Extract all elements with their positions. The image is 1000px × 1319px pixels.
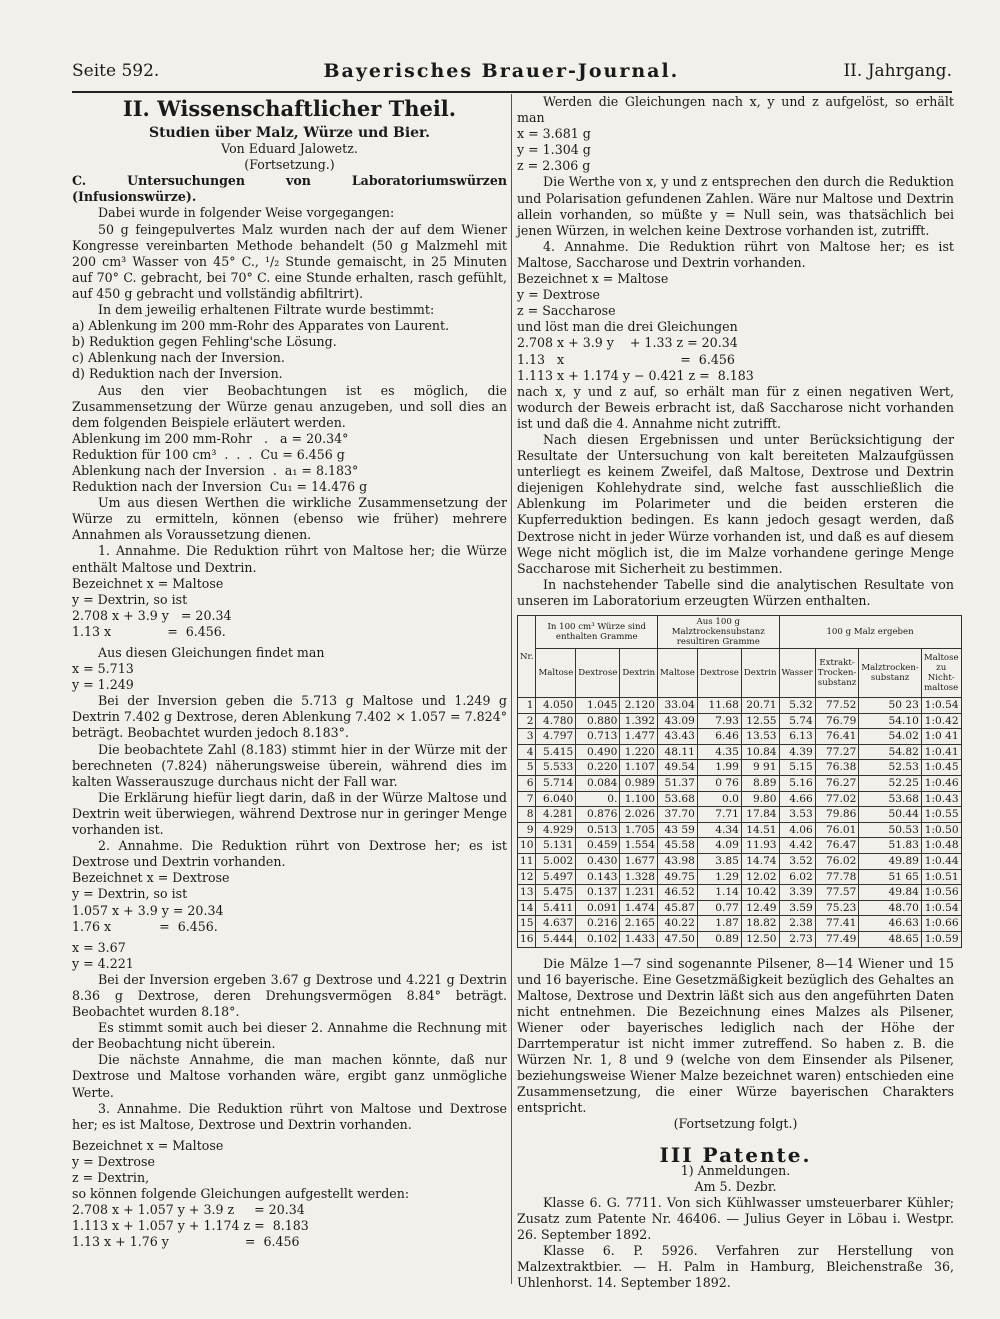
- table-cell: 54.02: [859, 729, 921, 745]
- table-cell: 49.54: [658, 760, 698, 776]
- right-column-bottom: [517, 956, 954, 1292]
- table-cell: 2.026: [620, 807, 658, 823]
- table-cell: 79.86: [815, 807, 859, 823]
- table-cell: 1.705: [620, 822, 658, 838]
- table-row: [518, 900, 962, 916]
- equation-line: 2.708 x + 1.057 y + 3.9 z = 20.34: [72, 1202, 305, 1218]
- table-cell: 4.34: [697, 822, 741, 838]
- table-cell: 1:0.42: [921, 713, 961, 729]
- table-cell: 4: [518, 744, 536, 760]
- table-cell: 0.: [576, 791, 620, 807]
- equation-line: 1.113 x + 1.057 y + 1.174 z = 8.183: [72, 1218, 309, 1234]
- table-cell: 6.040: [536, 791, 576, 807]
- table-cell: 5.16: [779, 775, 815, 791]
- table-cell: 54.82: [859, 744, 921, 760]
- table-header-cell: Dextrin: [620, 649, 658, 698]
- table-cell: 77.02: [815, 791, 859, 807]
- table-cell: 45.58: [658, 838, 698, 854]
- table-cell: 3.53: [779, 807, 815, 823]
- table-cell: 37.70: [658, 807, 698, 823]
- table-header-cell: Maltose: [536, 649, 576, 698]
- table-cell: 43 59: [658, 822, 698, 838]
- table-cell: 0.713: [576, 729, 620, 745]
- table-cell: 15: [518, 916, 536, 932]
- text-line: b) Reduktion gegen Fehling'sche Lösung.: [72, 334, 337, 350]
- equation-line: z = Saccharose: [517, 303, 616, 319]
- paragraph: Die beobachtete Zahl (8.183) stimmt hier in der Würze mit der berechneten (7.824) näherungsweise überein, während dies im kalten Wasserauszuge durchaus nicht der Fall war.: [72, 741, 507, 789]
- table-cell: 0.89: [697, 931, 741, 947]
- table-cell: 0.77: [697, 900, 741, 916]
- table-cell: 5.002: [536, 853, 576, 869]
- equation-line: 1.113 x + 1.174 y − 0.421 z = 8.183: [517, 367, 754, 383]
- table-cell: 40.22: [658, 916, 698, 932]
- table-cell: 4.39: [779, 744, 815, 760]
- table-cell: 3: [518, 729, 536, 745]
- table-cell: 5.444: [536, 931, 576, 947]
- table-cell: 1:0.50: [921, 822, 961, 838]
- paragraph: 4. Annahme. Die Reduktion rührt von Maltose her; es ist Maltose, Saccharose und Dextrin vorhanden.: [517, 238, 954, 270]
- table-cell: 13: [518, 885, 536, 901]
- table-cell: 0.989: [620, 775, 658, 791]
- table-cell: 0.143: [576, 869, 620, 885]
- table-cell: 77.49: [815, 931, 859, 947]
- table-cell: 48.65: [859, 931, 921, 947]
- paragraph: Es stimmt somit auch bei dieser 2. Annahme die Rechnung mit der Beobachtung nicht überein.: [72, 1020, 507, 1052]
- table-cell: 12.50: [741, 931, 779, 947]
- table-header-cell: In 100 cm³ Würze sind enthalten Gramme: [536, 616, 658, 649]
- table-cell: 1:0.55: [921, 807, 961, 823]
- table-cell: 3.59: [779, 900, 815, 916]
- paragraph: 50 g feingepulvertes Malz wurden nach der auf dem Wiener Kongresse vereinbarten Methode behandelt (50 g Malzmehl mit 200 cm³ Wasser von 45° C., ¹/₂ Stunde gemaischt, in 25 Minuten auf 70° C. gebracht, bei 70° C. eine Stunde erhalten, rasch gefühlt, auf 450 g gebracht und vollständig abfiltrirt).: [72, 221, 507, 301]
- table-cell: 10.42: [741, 885, 779, 901]
- table-cell: 1.328: [620, 869, 658, 885]
- table-cell: 12.49: [741, 900, 779, 916]
- column-divider: [511, 94, 512, 1284]
- equation-line: 2.708 x + 3.9 y + 1.33 z = 20.34: [517, 335, 738, 351]
- table-cell: 1:0.44: [921, 853, 961, 869]
- table-cell: 6.46: [697, 729, 741, 745]
- table-header-cell: Malztrocken-substanz: [859, 649, 921, 698]
- table-cell: 5.475: [536, 885, 576, 901]
- paragraph: Die Mälze 1—7 sind sogenannte Pilsener, 8—14 Wiener und 15 und 16 bayerische. Eine Gesetzmäßigkeit bezüglich des Gehaltes an Maltose, Dextrose und Dextrin läßt sich aus den angeführten Daten nicht entnehmen. Die Bezeichnung eines Malzes als Pilsener, Wiener oder bayerisches lediglich nach der Höhe der Darrtemperatur ist nicht immer zutreffend. So haben z. B. die Würzen Nr. 1, 8 und 9 (welche von dem Einsender als Pilsener, beziehungsweise Wiener Malze bezeichnet waren) entschieden eine Zusammensetzung, die einer Würze bayerischen Charakters entspricht.: [517, 955, 954, 1116]
- table-cell: 76.02: [815, 853, 859, 869]
- equation-line: 1.13 x + 1.76 y = 6.456: [72, 1234, 300, 1250]
- table-cell: 9: [518, 822, 536, 838]
- table-cell: 12.02: [741, 869, 779, 885]
- paragraph: In dem jeweilig erhaltenen Filtrate wurde bestimmt:: [98, 302, 435, 318]
- table-cell: 50.53: [859, 822, 921, 838]
- table-cell: 1:0.66: [921, 916, 961, 932]
- table-cell: 0.513: [576, 822, 620, 838]
- table-cell: 1.477: [620, 729, 658, 745]
- paragraph: Die Erklärung hiefür liegt darin, daß in der Würze Maltose und Dextrin weit überwiegen, während Dextrose nur in geringer Menge vorhanden ist.: [72, 789, 507, 838]
- table-cell: 49.89: [859, 853, 921, 869]
- equation-line: Reduktion nach der Inversion Cu₁ = 14.476 g: [72, 479, 368, 495]
- table-cell: 3.52: [779, 853, 815, 869]
- equation-line: x = 3.67: [72, 939, 126, 955]
- table-header-cell: Maltose: [658, 649, 698, 698]
- table-cell: 53.68: [658, 791, 698, 807]
- table-cell: 5.497: [536, 869, 576, 885]
- text-line: und löst man die drei Gleichungen: [517, 319, 738, 335]
- table-cell: 1.045: [576, 698, 620, 714]
- equation-line: y = 1.304 g: [517, 142, 591, 158]
- table-cell: 20.71: [741, 698, 779, 714]
- paragraph: 1. Annahme. Die Reduktion rührt von Maltose her; die Würze enthält Maltose und Dextrin.: [72, 543, 507, 575]
- table-cell: 50.44: [859, 807, 921, 823]
- table-cell: 45.87: [658, 900, 698, 916]
- table-cell: 47.50: [658, 931, 698, 947]
- table-cell: 1:0.56: [921, 885, 961, 901]
- table-row: [518, 931, 962, 947]
- table-cell: 1.87: [697, 916, 741, 932]
- table-cell: 1:0.41: [921, 744, 961, 760]
- table-header-cell: Aus 100 g Malztrockensubstanz resultiren Gramme: [658, 616, 780, 649]
- table-cell: 0.216: [576, 916, 620, 932]
- table-cell: 1:0.43: [921, 791, 961, 807]
- equation-line: Bezeichnet x = Maltose: [517, 271, 669, 287]
- journal-title: Bayerisches Brauer-Journal.: [323, 60, 680, 82]
- table-cell: 76.27: [815, 775, 859, 791]
- table-cell: 5.15: [779, 760, 815, 776]
- table-cell: 0.137: [576, 885, 620, 901]
- table-cell: 2: [518, 713, 536, 729]
- table-cell: 51.83: [859, 838, 921, 854]
- table-cell: 43.43: [658, 729, 698, 745]
- table-cell: 4.929: [536, 822, 576, 838]
- table-row: [518, 885, 962, 901]
- table-header-cell: 100 g Malz ergeben: [779, 616, 961, 649]
- table-cell: 1.392: [620, 713, 658, 729]
- table-cell: 5.32: [779, 698, 815, 714]
- equation-line: z = 2.306 g: [517, 158, 591, 174]
- table-cell: 11: [518, 853, 536, 869]
- table-cell: 4.42: [779, 838, 815, 854]
- table-cell: 77.57: [815, 885, 859, 901]
- article-title: Studien über Malz, Würze und Bier.: [148, 125, 431, 141]
- equation-line: 1.057 x + 3.9 y = 20.34: [72, 902, 224, 918]
- paragraph: Bei der Inversion geben die 5.713 g Maltose und 1.249 g Dextrin 7.402 g Dextrose, deren Ablenkung 7.402 × 1.057 = 7.824° beträgt. Beobachtet wurden jedoch 8.183°.: [72, 693, 507, 741]
- equation-line: y = Dextrose: [72, 1153, 155, 1169]
- table-cell: 52.25: [859, 775, 921, 791]
- equation-line: y = Dextrin, so ist: [72, 591, 188, 607]
- table-cell: 2.120: [620, 698, 658, 714]
- table-cell: 5.131: [536, 838, 576, 854]
- table-cell: 7.93: [697, 713, 741, 729]
- table-cell: 4.66: [779, 791, 815, 807]
- centered-line: (Fortsetzung folgt.): [673, 1116, 798, 1132]
- table-header-cell: Dextrose: [697, 649, 741, 698]
- table-cell: 54.10: [859, 713, 921, 729]
- table-cell: 4.637: [536, 916, 576, 932]
- table-row: [518, 760, 962, 776]
- table-cell: 2.165: [620, 916, 658, 932]
- table-header-cell: Extrakt-Trocken-substanz: [815, 649, 859, 698]
- table-cell: 1.433: [620, 931, 658, 947]
- table-row: [518, 698, 962, 714]
- centered-line: 1) Anmeldungen.: [680, 1162, 791, 1178]
- table-row: [518, 822, 962, 838]
- table-row: [518, 744, 962, 760]
- paragraph: 3. Annahme. Die Reduktion rührt von Maltose und Dextrose her; es ist Maltose, Dextrose und Dextrin vorhanden.: [72, 1100, 507, 1132]
- table-cell: 1.474: [620, 900, 658, 916]
- table-cell: 1:0.46: [921, 775, 961, 791]
- table-cell: 3.39: [779, 885, 815, 901]
- table-cell: 1.100: [620, 791, 658, 807]
- table-header-cell: Nr.: [518, 616, 536, 698]
- equation-line: Bezeichnet x = Maltose: [72, 575, 224, 591]
- paragraph: Die Werthe von x, y und z entsprechen den durch die Reduktion und Polarisation gefundenen Zahlen. Wäre nur Maltose und Dextrin allein vorhanden, so müßte y = Null sein, was thatsächlich bei jenen Würzen, in welchen keine Dextrose vorhanden ist, zutrifft.: [517, 174, 954, 238]
- table-cell: 5.415: [536, 744, 576, 760]
- paragraph: Dabei wurde in folgender Weise vorgegangen:: [98, 205, 395, 221]
- table-cell: 0.490: [576, 744, 620, 760]
- header-rule: [72, 91, 952, 93]
- table-cell: 33.04: [658, 698, 698, 714]
- table-cell: 76.01: [815, 822, 859, 838]
- table-cell: 0.102: [576, 931, 620, 947]
- table-cell: 51.37: [658, 775, 698, 791]
- equation-line: x = 5.713: [72, 661, 134, 677]
- table-cell: 4.050: [536, 698, 576, 714]
- page-header: [72, 56, 952, 86]
- paragraph: Werden die Gleichungen nach x, y und z aufgelöst, so erhält man: [517, 94, 954, 126]
- table-cell: 10: [518, 838, 536, 854]
- left-column: [72, 94, 507, 1250]
- table-cell: 11.93: [741, 838, 779, 854]
- equation-line: x = 3.681 g: [517, 126, 591, 142]
- table-cell: 8: [518, 807, 536, 823]
- table-cell: 2.73: [779, 931, 815, 947]
- table-header-row: [518, 616, 962, 649]
- equation-line: Ablenkung nach der Inversion . a₁ = 8.183°: [72, 462, 359, 478]
- centered-line: (Fortsetzung.): [244, 157, 335, 173]
- table-cell: 1:0.51: [921, 869, 961, 885]
- table-cell: 14.51: [741, 822, 779, 838]
- table-cell: 1.29: [697, 869, 741, 885]
- table-cell: 46.52: [658, 885, 698, 901]
- table-cell: 9 91: [741, 760, 779, 776]
- table-cell: 16: [518, 931, 536, 947]
- table-cell: 4.35: [697, 744, 741, 760]
- equation-line: 1.13 x = 6.456.: [72, 623, 226, 639]
- table-row: [518, 729, 962, 745]
- equation-line: y = 1.249: [72, 677, 134, 693]
- page-number: Seite 592.: [72, 61, 160, 81]
- table-row: [518, 853, 962, 869]
- equation-line: z = Dextrin,: [72, 1170, 150, 1185]
- text-line: so können folgende Gleichungen aufgestellt werden:: [72, 1186, 410, 1202]
- paragraph: Aus den vier Beobachtungen ist es möglich, die Zusammensetzung der Würze genau anzugeben, und soll dies an dem folgenden Beispiele erläutert werden.: [72, 382, 507, 430]
- table-cell: 76.47: [815, 838, 859, 854]
- text-line: nach x, y und z auf, so erhält man für z einen negativen Wert, wodurch der Beweis erbracht ist, daß Saccharose nicht vorhanden ist und daß die 4. Annahme nicht zutrifft.: [517, 383, 954, 431]
- table-cell: 1.677: [620, 853, 658, 869]
- table-cell: 13.53: [741, 729, 779, 745]
- paragraph: Nach diesen Ergebnissen und unter Berücksichtigung der Resultate der Untersuchung von kalt bereiteten Malzaufgüssen unterliegt es keinem Zweifel, daß Maltose, Dextrose und Dextrin diejenigen Kohlehydrate sind, welche fast ausschließlich die Ablenkung im Polarimeter und die beiden ersteren die Kupferreduktion bedingen. Es kann jedoch gesagt werden, daß Dextrose nicht in jeder Würze vorhanden ist, und daß es auf diesem Wege nicht möglich ist, die im Malze vorhandene geringe Menge Saccharose mit Sicherheit zu bestimmen.: [517, 431, 954, 576]
- table-cell: 76.79: [815, 713, 859, 729]
- section-heading: II. Wissenschaftlicher Theil.: [122, 96, 457, 121]
- table-cell: 1:0.54: [921, 698, 961, 714]
- table-cell: 4.06: [779, 822, 815, 838]
- table-cell: 51 65: [859, 869, 921, 885]
- equation-line: Bezeichnet x = Dextrose: [72, 870, 230, 886]
- table-cell: 48.70: [859, 900, 921, 916]
- table-cell: 49.84: [859, 885, 921, 901]
- table-cell: 1.220: [620, 744, 658, 760]
- equation-line: y = 4.221: [72, 955, 134, 971]
- equation-line: Reduktion für 100 cm³ . . . Cu = 6.456 g: [72, 446, 345, 462]
- table-cell: 17.84: [741, 807, 779, 823]
- table-row: [518, 791, 962, 807]
- table-cell: 4.780: [536, 713, 576, 729]
- equation-line: Bezeichnet x = Maltose: [72, 1137, 224, 1153]
- table-cell: 12: [518, 869, 536, 885]
- table-cell: 53.68: [859, 791, 921, 807]
- equation-line: y = Dextrose: [517, 287, 600, 303]
- table-cell: 6.02: [779, 869, 815, 885]
- table-cell: 3.85: [697, 853, 741, 869]
- table-cell: 0.220: [576, 760, 620, 776]
- table-cell: 7.71: [697, 807, 741, 823]
- table-cell: 6.13: [779, 729, 815, 745]
- table-cell: 14.74: [741, 853, 779, 869]
- centered-line: Am 5. Dezbr.: [694, 1178, 777, 1194]
- table-cell: 5.533: [536, 760, 576, 776]
- table-cell: 0 76: [697, 775, 741, 791]
- table-row: [518, 838, 962, 854]
- table-cell: 48.11: [658, 744, 698, 760]
- paragraph: Klasse 6. P. 5926. Verfahren zur Herstellung von Malzextraktbier. — H. Palm in Hamburg, Bleichenstraße 36, Uhlenhorst. 14. September 1892.: [517, 1243, 954, 1291]
- table-cell: 7: [518, 791, 536, 807]
- equation-line: 1.76 x = 6.456.: [72, 918, 218, 934]
- table-cell: 1.99: [697, 760, 741, 776]
- centered-line: Von Eduard Jalowetz.: [221, 141, 358, 157]
- equation-line: 1.13 x = 6.456: [517, 351, 735, 367]
- paragraph: Aus diesen Gleichungen findet man: [98, 645, 325, 660]
- table-cell: 12.55: [741, 713, 779, 729]
- table-cell: 9.80: [741, 791, 779, 807]
- table-cell: 1:0.48: [921, 838, 961, 854]
- table-cell: 52.53: [859, 760, 921, 776]
- table-cell: 5.714: [536, 775, 576, 791]
- table-cell: 8.89: [741, 775, 779, 791]
- table-cell: 1:0 41: [921, 729, 961, 745]
- paragraph: In nachstehender Tabelle sind die analytischen Resultate von unseren im Laboratorium erzeugten Würzen enthalten.: [517, 576, 954, 608]
- table-cell: 4.09: [697, 838, 741, 854]
- table-header-cell: Maltose zu Nicht-maltose: [921, 649, 961, 698]
- text-line: d) Reduktion nach der Inversion.: [72, 366, 283, 382]
- table-cell: 49.75: [658, 869, 698, 885]
- table-cell: 76.38: [815, 760, 859, 776]
- right-column: [517, 94, 959, 1291]
- table-row: [518, 916, 962, 932]
- section-heading: III Patente.: [659, 1142, 812, 1167]
- table-cell: 77.27: [815, 744, 859, 760]
- table-header-cell: Dextrin: [741, 649, 779, 698]
- table-cell: 1: [518, 698, 536, 714]
- table-cell: 6: [518, 775, 536, 791]
- table-header-cell: Wasser: [779, 649, 815, 698]
- table-cell: 4.797: [536, 729, 576, 745]
- table-cell: 1.107: [620, 760, 658, 776]
- table-cell: 1.231: [620, 885, 658, 901]
- table-header-cell: Dextrose: [576, 649, 620, 698]
- table-cell: 43.98: [658, 853, 698, 869]
- table-cell: 77.52: [815, 698, 859, 714]
- table-cell: 77.41: [815, 916, 859, 932]
- table-cell: 50 23: [859, 698, 921, 714]
- table-cell: 76.41: [815, 729, 859, 745]
- table-cell: 46.63: [859, 916, 921, 932]
- table-cell: 4.281: [536, 807, 576, 823]
- right-column-top: [517, 94, 954, 609]
- table-row: [518, 713, 962, 729]
- paragraph: 2. Annahme. Die Reduktion rührt von Dextrose her; es ist Dextrose und Dextrin vorhanden.: [72, 838, 507, 870]
- equation-line: Ablenkung im 200 mm-Rohr . a = 20.34°: [72, 430, 349, 446]
- table-cell: 1.14: [697, 885, 741, 901]
- table-cell: 43.09: [658, 713, 698, 729]
- table-cell: 0.880: [576, 713, 620, 729]
- table-cell: 0.091: [576, 900, 620, 916]
- table-cell: 0.0: [697, 791, 741, 807]
- table-cell: 10.84: [741, 744, 779, 760]
- table-row: [518, 869, 962, 885]
- table-cell: 0.084: [576, 775, 620, 791]
- table-row: [518, 775, 962, 791]
- paragraph: Bei der Inversion ergeben 3.67 g Dextrose und 4.221 g Dextrin 8.36 g Dextrose, deren Drehungsvermögen 8.84° beträgt. Beobachtet wurden 8.18°.: [72, 971, 507, 1020]
- table-cell: 1.554: [620, 838, 658, 854]
- table-cell: 18.82: [741, 916, 779, 932]
- text-line: c) Ablenkung nach der Inversion.: [72, 350, 285, 366]
- table-header-row: [518, 649, 962, 698]
- volume-year: II. Jahrgang.: [843, 61, 952, 81]
- table-cell: 1:0.59: [921, 931, 961, 947]
- table-cell: 77.78: [815, 869, 859, 885]
- equation-line: y = Dextrin, so ist: [72, 886, 188, 902]
- table-cell: 0.876: [576, 807, 620, 823]
- table-cell: 1:0.54: [921, 900, 961, 916]
- equation-line: 2.708 x + 3.9 y = 20.34: [72, 607, 232, 623]
- table-cell: 5.74: [779, 713, 815, 729]
- subsection-heading: C. Untersuchungen von Laboratoriumswürzen (Infusionswürze).: [72, 173, 507, 205]
- table-cell: 75.23: [815, 900, 859, 916]
- paragraph: Die nächste Annahme, die man machen könnte, daß nur Dextrose und Maltose vorhanden wäre, ergibt ganz unmögliche Werte.: [72, 1052, 507, 1100]
- paragraph: Klasse 6. G. 7711. Von sich Kühlwasser umsteuerbarer Kühler; Zusatz zum Patente Nr. 46406. — Julius Geyer in Löbau i. Westpr. 26. September 1892.: [517, 1194, 954, 1242]
- text-line: a) Ablenkung im 200 mm-Rohr des Apparates von Laurent.: [72, 318, 450, 334]
- table-cell: 11.68: [697, 698, 741, 714]
- table-cell: 5.411: [536, 900, 576, 916]
- analysis-table: [517, 615, 962, 948]
- table-cell: 0.459: [576, 838, 620, 854]
- table-cell: 0.430: [576, 853, 620, 869]
- table-cell: 1:0.45: [921, 760, 961, 776]
- paragraph: Um aus diesen Werthen die wirkliche Zusammensetzung der Würze zu ermitteln, können (ebenso wie früher) mehrere Annahmen als Voraussetzung dienen.: [72, 495, 507, 543]
- table-row: [518, 807, 962, 823]
- table-cell: 14: [518, 900, 536, 916]
- table-cell: 2.38: [779, 916, 815, 932]
- table-cell: 5: [518, 760, 536, 776]
